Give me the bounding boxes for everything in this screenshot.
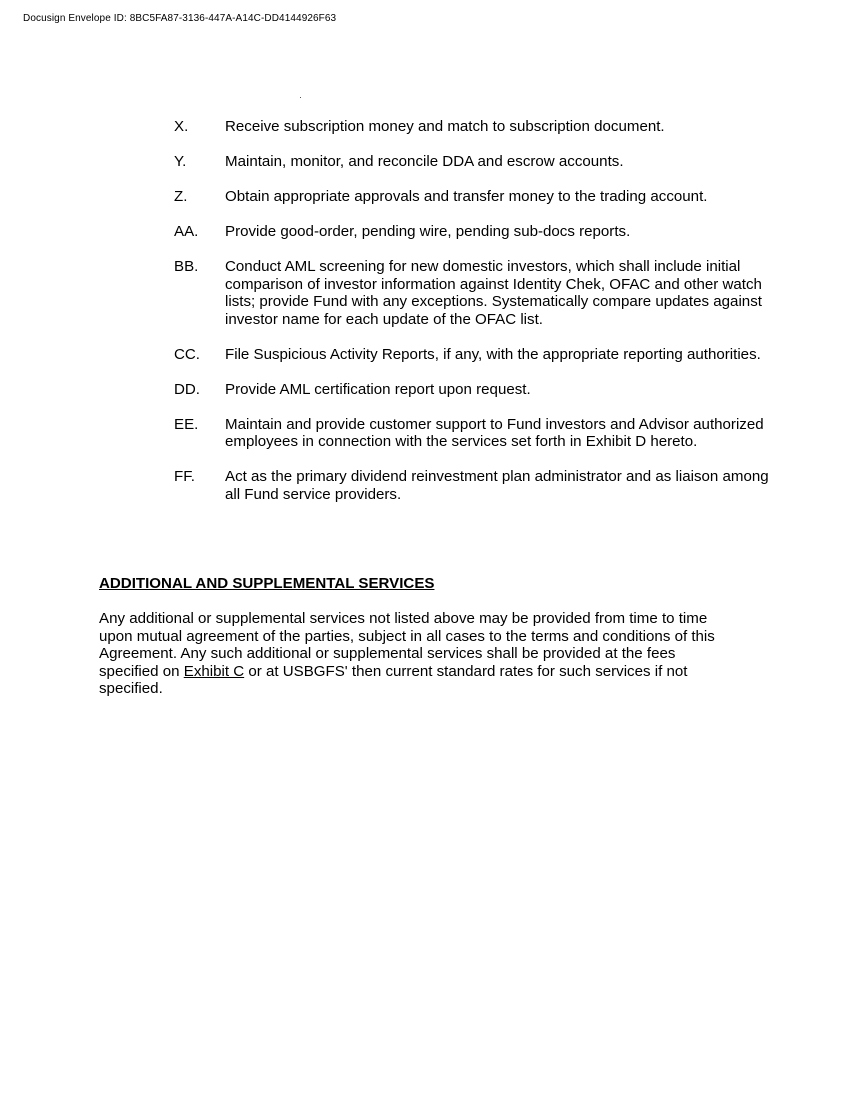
- list-item: [174, 468, 774, 503]
- item-text: Provide AML certification report upon request.: [225, 380, 531, 398]
- list-item: [174, 223, 774, 241]
- item-text: File Suspicious Activity Reports, if any, with the appropriate reporting authorities.: [225, 345, 761, 363]
- item-letter: X.: [174, 118, 189, 135]
- item-letter: AA.: [174, 223, 199, 240]
- item-text: Receive subscription money and match to subscription document.: [225, 118, 665, 135]
- list-item: [174, 416, 774, 451]
- item-letter: DD.: [174, 380, 200, 398]
- list-item: [174, 346, 774, 364]
- item-text: Conduct AML screening for new domestic investors, which shall include initial comparison of investor information against Identity Chek, OFAC and other watch lists; provide Fund with any exceptions. Systematically compare updates against investor name for each update of the OFAC list.: [225, 258, 762, 328]
- supplemental-services-paragraph: [99, 610, 739, 698]
- item-text: Provide good-order, pending wire, pending sub-docs reports.: [225, 223, 631, 240]
- item-text: Maintain, monitor, and reconcile DDA and escrow accounts.: [225, 153, 624, 170]
- stray-mark: [300, 97, 301, 98]
- list-item: [174, 153, 774, 171]
- list-item: [174, 118, 774, 136]
- paragraph-text-start: Any additional or supplemental services not listed above may be provided from time to time upon mutual agreement of the parties, subject in all cases to the terms and conditions of this Agreement. Any such additional or supplemental services shall be provided at the fees specified on: [99, 610, 715, 680]
- list-item: [174, 381, 774, 399]
- item-letter: CC.: [174, 345, 200, 363]
- section-heading: ADDITIONAL AND SUPPLEMENTAL SERVICES: [99, 575, 435, 592]
- item-letter: Y.: [174, 153, 187, 170]
- paragraph-text-end: or at USBGFS' then current standard rates for such services if not specified.: [99, 662, 688, 697]
- item-letter: EE.: [174, 415, 199, 433]
- list-item: [174, 258, 774, 328]
- item-text: Obtain appropriate approvals and transfer money to the trading account.: [225, 188, 708, 205]
- services-list: [174, 118, 774, 521]
- envelope-id: Docusign Envelope ID: 8BC5FA87-3136-447A-A14C-DD4144926F63: [23, 13, 337, 24]
- item-letter: FF.: [174, 468, 195, 485]
- item-text: Maintain and provide customer support to Fund investors and Advisor authorized employees in connection with the services set forth in Exhibit D hereto.: [225, 415, 764, 450]
- item-letter: BB.: [174, 258, 199, 275]
- list-item: [174, 188, 774, 206]
- item-letter: Z.: [174, 188, 188, 205]
- item-text: Act as the primary dividend reinvestment plan administrator and as liaison among all Fund service providers.: [225, 468, 769, 503]
- exhibit-c-reference: Exhibit C: [183, 662, 245, 680]
